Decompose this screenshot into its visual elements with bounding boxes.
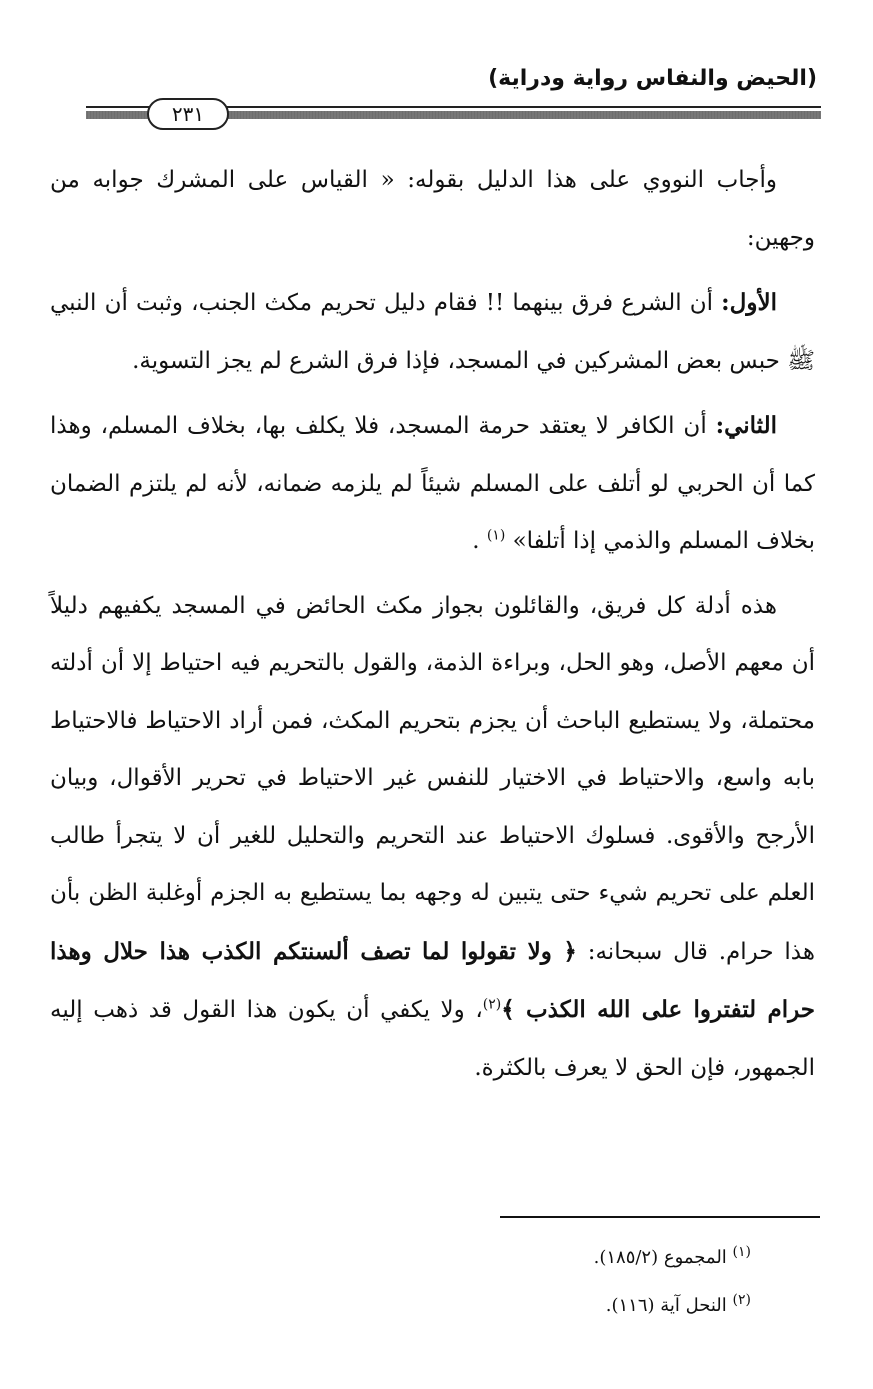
quran-quote: ﴿ ولا تقولوا لما تصف ألسنتكم الكذب هذا حلال وهذا حرام لتفتروا على الله الكذب ﴾: [50, 937, 815, 1023]
paragraph-3-end: .: [472, 528, 487, 554]
footnote-separator: [500, 1216, 820, 1218]
paragraph-1-text: وأجاب النووي على هذا الدليل بقوله: « القياس على المشرك جوابه من وجهين:: [50, 167, 815, 251]
footnote-ref-1[interactable]: (١): [486, 527, 506, 544]
paragraph-4: [50, 578, 815, 1098]
paragraph-3-text: أن الكافر لا يعتقد حرمة المسجد، فلا يكلف بها، بخلاف المسلم، وهذا كما أن الحربي لو أتلف على المسلم شيئاً لم يلزمه ضمانه، لأنه لم يلتزم الضمان بخلاف المسلم والذمي إذا أتلفا»: [50, 413, 815, 554]
footnote-1-text: المجموع (١٨٥/٢).: [593, 1247, 733, 1268]
footnote-2: [594, 1282, 751, 1330]
footnote-ref-2[interactable]: (٢): [482, 996, 502, 1013]
footnote-1: [594, 1234, 751, 1282]
paragraph-4-end: ، ولا يكفي أن يكون هذا القول قد ذهب إليه الجمهور، فإن الحق لا يعرف بالكثرة.: [50, 997, 815, 1081]
paragraph-1: [50, 152, 815, 267]
paragraph-2-text: أن الشرع فرق بينهما !! فقام دليل تحريم مكث الجنب، وثبت أن النبي ﷺ حبس بعض المشركين في المسجد، فإذا فرق الشرع لم يجز التسوية.: [50, 290, 815, 374]
paragraph-4-text: هذه أدلة كل فريق، والقائلون بجواز مكث الحائض في المسجد يكفيهم دليلاً أن معهم الأصل، وهو الحل، وبراءة الذمة، والقول بالتحريم فيه احتياط إلا أن أدلته محتملة، ولا يستطيع الباحث أن يجزم بتحريم المكث، فمن أراد الاحتياط فالاحتياط بابه واسع، والاحتياط في الاختيار للنفس غير الاحتياط في تحرير الأقوال، وبيان الأرجح والأقوى. فسلوك الاحتياط عند التحريم والتحليل للغير أن لا يتجرأ طالب العلم على تحريم شيء حتى يتبين له وجهه بما يستطيع به الجزم أوغلبة الظن بأن هذا حرام. قال سبحانه:: [50, 592, 815, 965]
paragraph-2-lead: الأول:: [721, 289, 777, 316]
running-title: (الحيض والنفاس رواية ودراية): [488, 66, 817, 91]
footnote-1-mark: (١): [732, 1244, 751, 1260]
footnotes: [594, 1234, 751, 1330]
page-number: ٢٣١: [147, 98, 229, 130]
main-text: [50, 152, 815, 1097]
paragraph-2: [50, 274, 815, 390]
paragraph-3: [50, 397, 815, 571]
footnote-2-text: النحل آية (١١٦).: [605, 1295, 733, 1316]
paragraph-3-lead: الثاني:: [715, 412, 777, 439]
footnote-2-mark: (٢): [732, 1292, 751, 1308]
